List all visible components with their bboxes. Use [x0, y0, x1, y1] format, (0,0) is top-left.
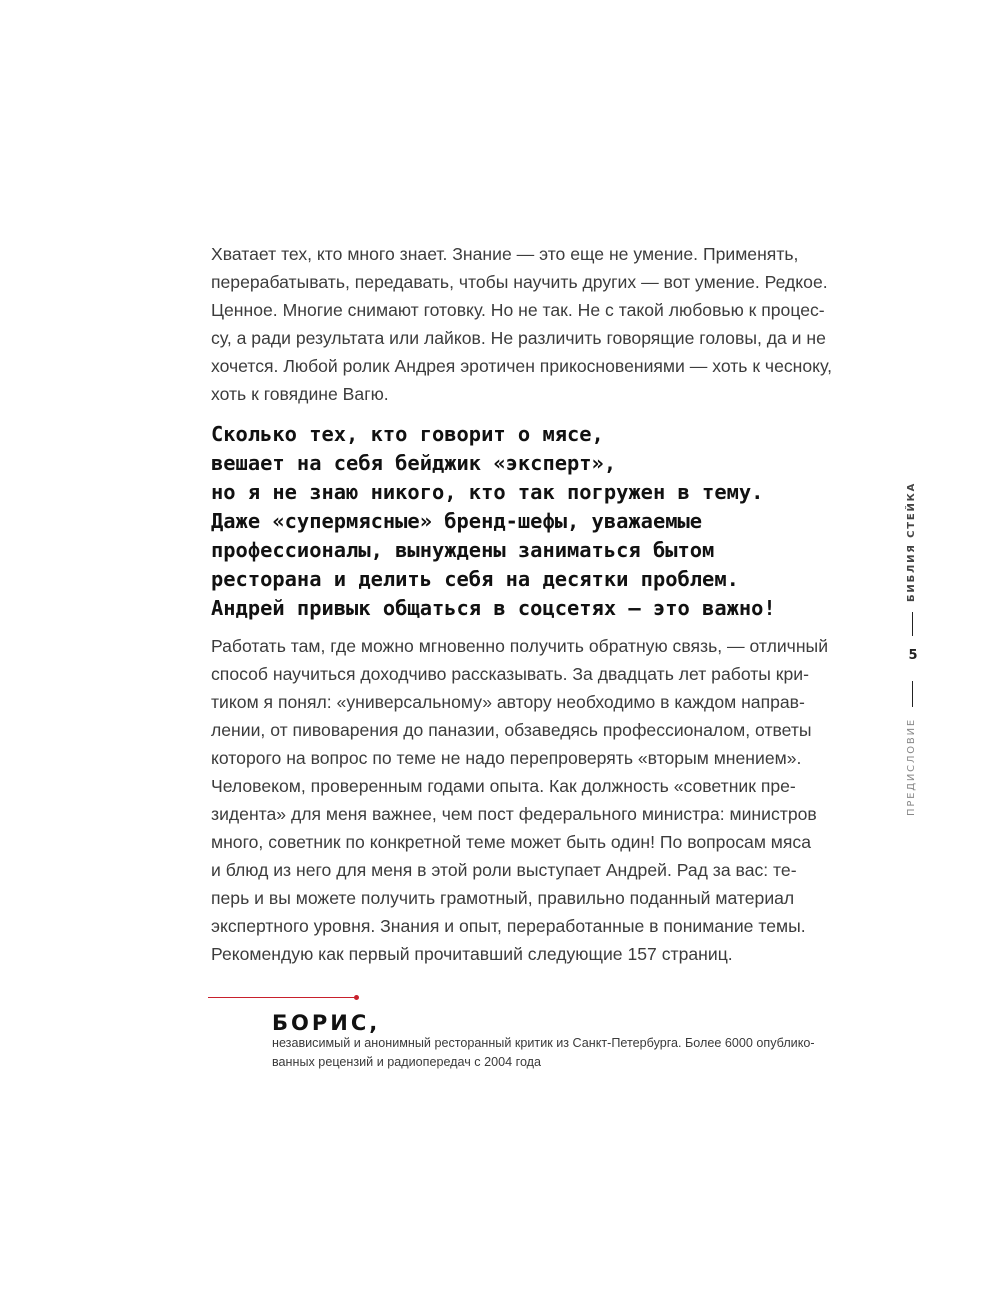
intro-paragraph: [211, 240, 851, 408]
paragraph-line: зидента» для меня важнее, чем пост федерального министра: министров: [211, 804, 817, 824]
author-bio-line: ванных рецензий и радиопередач с 2004 года: [272, 1055, 542, 1069]
running-head-rule: [912, 681, 913, 707]
paragraph-line: экспертного уровня. Знания и опыт, переработанные в понимание темы.: [211, 916, 806, 936]
author-bio: [272, 1034, 852, 1072]
paragraph-line: Рекомендую как первый прочитавший следующие 157 страниц.: [211, 944, 733, 964]
running-head-section: ПРЕДИСЛОВИЕ: [906, 718, 917, 816]
paragraph-line: которого на вопрос по теме не надо перепроверять «вторым мнением».: [211, 748, 802, 768]
paragraph-line: перь и вы можете получить грамотный, правильно поданный материал: [211, 888, 795, 908]
paragraph-line: Хватает тех, кто много знает. Знание — это еще не умение. Применять,: [211, 244, 799, 264]
running-head-rule: [912, 612, 913, 636]
quote-line: вешает на себя бейджик «эксперт»,: [211, 451, 617, 475]
paragraph-line: Работать там, где можно мгновенно получить обратную связь, — отличный: [211, 636, 829, 656]
running-head-book-title: БИБЛИЯ СТЕЙКА: [906, 481, 917, 602]
paragraph-line: су, а ради результата или лайков. Не различить говорящие головы, да и не: [211, 328, 826, 348]
author-bio-line: независимый и анонимный ресторанный критик из Санкт-Петербурга. Более 6000 опублико-: [272, 1036, 815, 1050]
main-paragraph: [211, 632, 851, 968]
quote-line: профессионалы, вынуждены заниматься бытом: [211, 538, 715, 562]
paragraph-line: хочется. Любой ролик Андрея эротичен прикосновениями — хоть к чесноку,: [211, 356, 832, 376]
paragraph-line: лении, от пивоварения до паназии, обзаведясь профессионалом, ответы: [211, 720, 812, 740]
paragraph-line: тиком я понял: «универсальному» автору необходимо в каждом направ-: [211, 692, 805, 712]
author-name: БОРИС,: [272, 1011, 381, 1035]
paragraph-line: способ научиться доходчиво рассказывать. За двадцать лет работы кри-: [211, 664, 809, 684]
quote-line: ресторана и делить себя на десятки проблем.: [211, 567, 739, 591]
quote-line: Сколько тех, кто говорит о мясе,: [211, 422, 604, 446]
page-number: 5: [908, 648, 918, 663]
paragraph-line: Человеком, проверенным годами опыта. Как должность «советник пре-: [211, 776, 796, 796]
paragraph-line: хоть к говядине Вагю.: [211, 384, 389, 404]
paragraph-line: перерабатывать, передавать, чтобы научить других — вот умение. Редкое.: [211, 272, 828, 292]
signature-divider-dot: [354, 995, 359, 1000]
quote-line: Даже «супермясные» бренд-шефы, уважаемые: [211, 509, 703, 533]
quote-line: но я не знаю никого, кто так погружен в тему.: [211, 480, 764, 504]
signature-divider: [208, 997, 355, 998]
paragraph-line: много, советник по конкретной теме может быть один! По вопросам мяса: [211, 832, 812, 852]
quote-line: Андрей привык общаться в соцсетях — это важно!: [211, 596, 776, 620]
paragraph-line: и блюд из него для меня в этой роли выступает Андрей. Рад за вас: те-: [211, 860, 797, 880]
paragraph-line: Ценное. Многие снимают готовку. Но не так. Не с такой любовью к процес-: [211, 300, 825, 320]
pull-quote: [211, 420, 851, 623]
